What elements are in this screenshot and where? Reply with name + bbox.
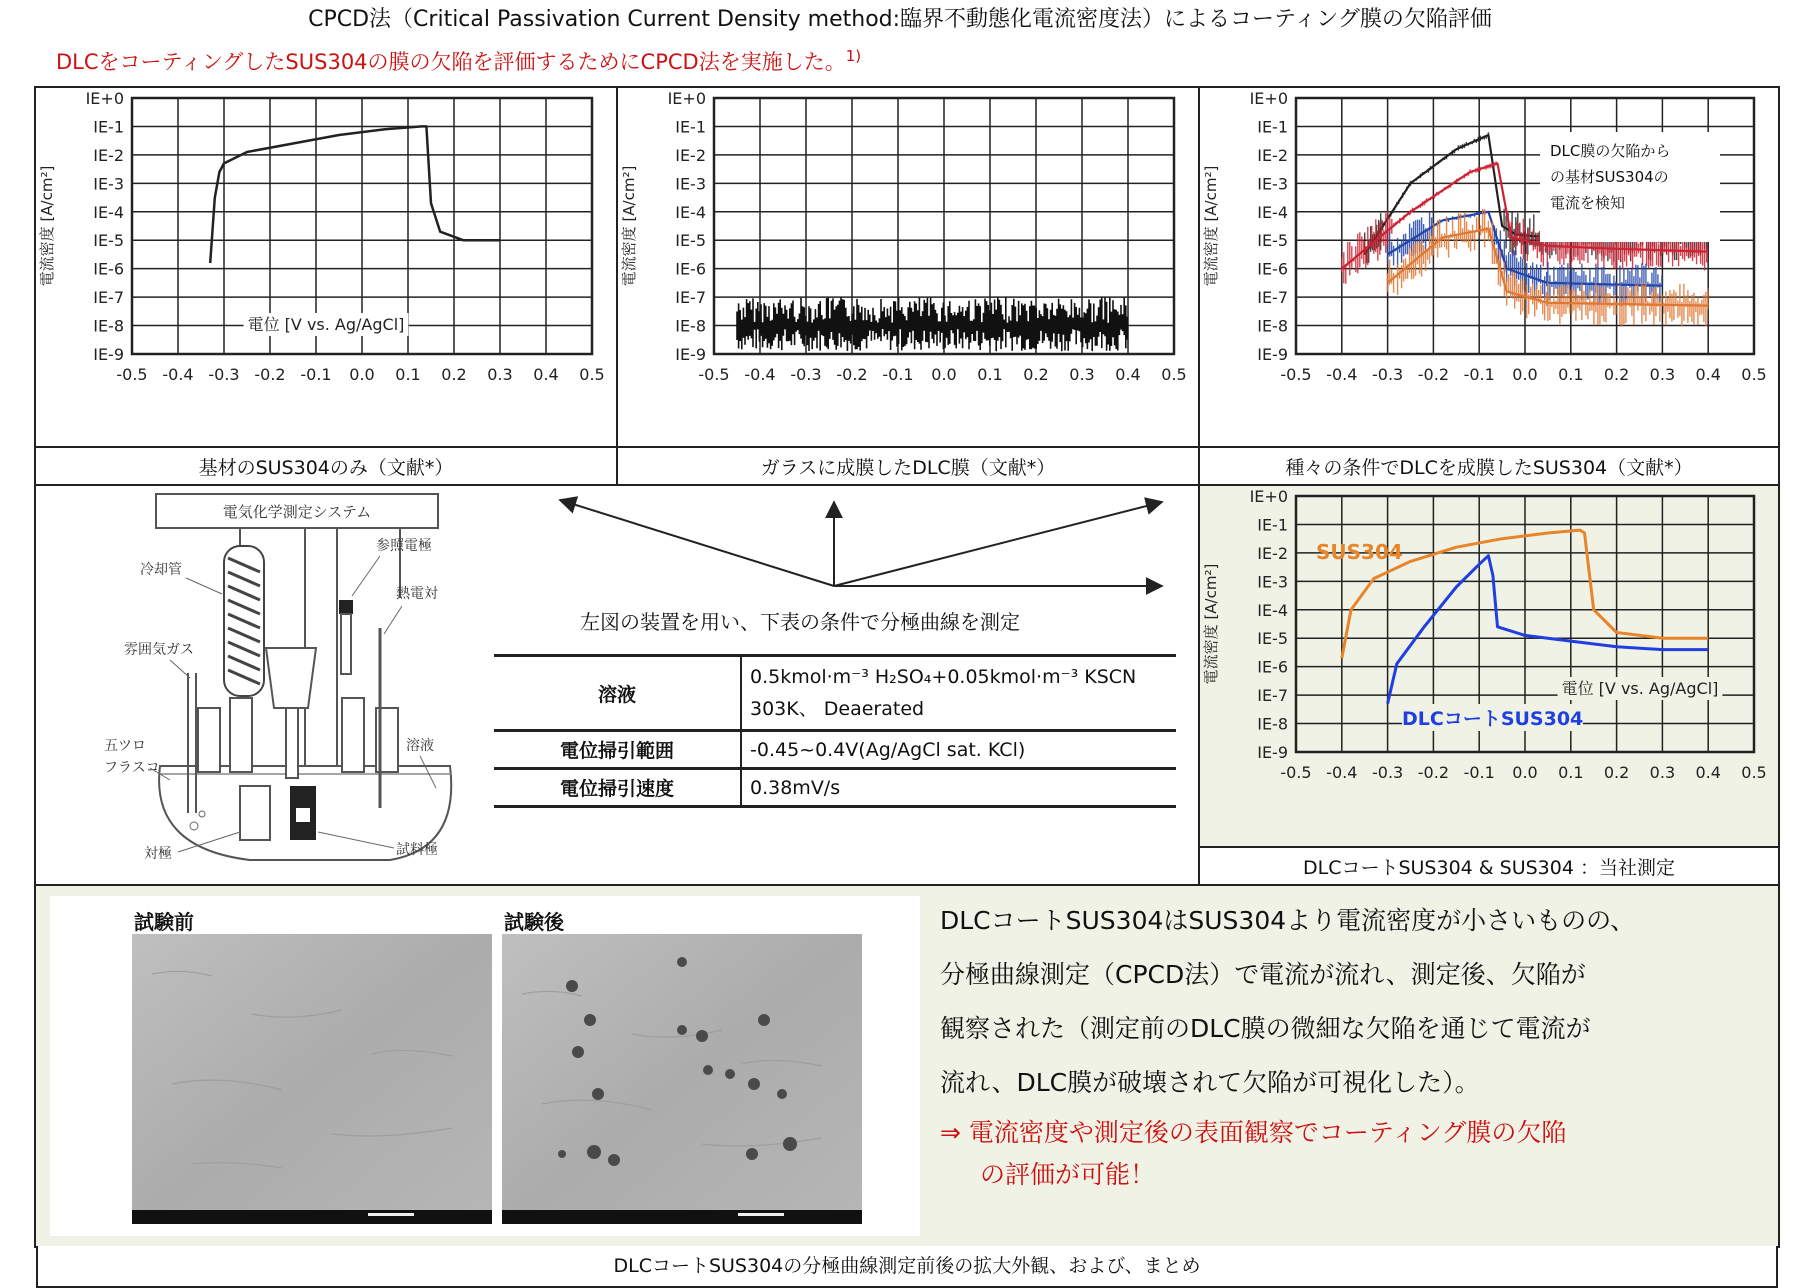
label-solution: 溶液: [406, 738, 434, 754]
label-sample-electrode: 試料極: [396, 842, 438, 858]
x-axis-label: 電位 [V vs. Ag/AgCl]: [1561, 679, 1719, 698]
label-reference-electrode: 参照電極: [376, 538, 432, 554]
x-tick-label: -0.5: [116, 365, 148, 384]
label-atmosphere-gas: 雰囲気ガス: [124, 642, 194, 658]
chart1-caption: 基材のSUS304のみ（文献*）: [36, 446, 616, 488]
y-tick-label: IE-7: [1257, 686, 1288, 706]
x-tick-label: 0.3: [1069, 365, 1095, 384]
y-tick-label: IE-4: [675, 202, 706, 222]
chart3-note-line: の基材SUS304の: [1550, 168, 1669, 186]
chart2-svg: [618, 88, 1198, 446]
summary-line: 流れ、DLC膜が破壊されて欠陥が可視化した）。: [940, 1068, 1480, 1097]
x-tick-label: -0.3: [208, 365, 240, 384]
system-label: 電気化学測定システム: [222, 503, 372, 521]
condition-value: -0.45~0.4V(Ag/AgCl sat. KCl): [750, 738, 1026, 761]
summary-line: DLCコートSUS304はSUS304より電流密度が小さいものの、: [940, 906, 1636, 935]
x-tick-label: 0.5: [1741, 365, 1767, 384]
y-tick-label: IE-9: [93, 345, 124, 364]
chart3-caption: 種々の条件でDLCを成膜したSUS304（文献*）: [1200, 446, 1778, 488]
y-tick-label: IE-9: [1257, 743, 1288, 762]
y-tick-label: IE-4: [93, 202, 124, 222]
chart4-svg: [1200, 486, 1778, 844]
conclusion-line: の評価が可能！: [980, 1160, 1156, 1189]
condition-key: 電位掃引速度: [494, 769, 741, 807]
y-tick-label: IE-8: [1257, 714, 1288, 734]
y-tick-label: IE-7: [93, 288, 124, 308]
y-tick-label: IE-6: [1257, 657, 1288, 677]
y-tick-label: IE-6: [675, 259, 706, 279]
x-tick-label: -0.2: [836, 365, 868, 384]
y-tick-label: IE-2: [93, 145, 124, 165]
condition-value-line: 0.5kmol·m⁻³ H₂SO₄+0.05kmol·m⁻³ KSCN: [750, 666, 1137, 688]
x-tick-label: 0.2: [1603, 763, 1630, 782]
y-axis-label: 電流密度 [A/cm²]: [1202, 165, 1220, 287]
x-tick-label: -0.1: [1463, 365, 1495, 384]
summary-line: 分極曲線測定（CPCD法）で電流が流れ、測定後、欠陥が: [940, 960, 1586, 989]
x-tick-label: -0.1: [882, 365, 914, 384]
y-tick-label: IE-3: [1257, 174, 1288, 194]
y-tick-label: IE-9: [675, 345, 706, 364]
y-tick-label: IE-1: [1257, 117, 1288, 137]
conditions-row: [494, 769, 1176, 807]
x-tick-label: -0.3: [1371, 763, 1404, 782]
x-tick-label: 0.5: [1161, 365, 1187, 384]
chart1-svg: [36, 88, 616, 446]
apparatus-diagram: [90, 488, 490, 878]
x-tick-label: 0.3: [1649, 763, 1676, 782]
series-line: [210, 126, 500, 263]
page-subtitle: [56, 46, 861, 76]
y-tick-label: IE-6: [93, 259, 124, 279]
x-tick-label: -0.5: [698, 365, 730, 384]
x-tick-label: 0.1: [1558, 763, 1584, 782]
y-tick-label: IE-5: [93, 231, 124, 251]
y-axis-label: 電流密度 [A/cm²]: [620, 165, 638, 287]
y-tick-label: IE-1: [1257, 515, 1288, 535]
y-tick-label: IE-4: [1257, 202, 1288, 222]
conditions-table: [494, 654, 1176, 808]
x-tick-label: -0.1: [300, 365, 332, 384]
x-tick-label: 0.2: [1603, 365, 1630, 384]
y-tick-label: IE-1: [675, 117, 706, 137]
condition-value: 0.38mV/s: [750, 776, 841, 799]
x-tick-label: 0.4: [1695, 365, 1721, 384]
x-tick-label: -0.4: [162, 365, 194, 384]
x-tick-label: 0.1: [1558, 365, 1584, 384]
x-tick-label: -0.3: [790, 365, 822, 384]
conditions-row: [494, 656, 1176, 731]
x-tick-label: -0.5: [1280, 763, 1312, 782]
summary-conclusion: [940, 1112, 1760, 1196]
y-tick-label: IE-5: [675, 231, 706, 251]
chart3-note: [1540, 132, 1720, 242]
x-tick-label: -0.4: [744, 365, 776, 384]
x-tick-label: 0.1: [395, 365, 421, 384]
subtitle-ref: 1): [845, 47, 862, 65]
label-condenser: 冷却管: [140, 562, 182, 578]
arrows: [550, 490, 1170, 600]
y-tick-label: IE-2: [1257, 543, 1288, 563]
x-tick-label: -0.1: [1463, 763, 1495, 782]
x-tick-label: 0.1: [977, 365, 1003, 384]
x-tick-label: 0.4: [1115, 365, 1141, 384]
photo-after: [502, 934, 862, 1224]
condition-value-line: 303K、 Deaerated: [750, 698, 925, 720]
y-tick-label: IE-8: [93, 316, 124, 336]
photo-before-label: 試験前: [134, 910, 194, 934]
x-tick-label: 0.0: [1512, 365, 1538, 384]
y-tick-label: IE-3: [675, 174, 706, 194]
y-axis-label: 電流密度 [A/cm²]: [38, 165, 56, 287]
y-tick-label: IE-7: [675, 288, 706, 308]
chart4-caption: DLCコートSUS304 & SUS304 ：当社測定: [1200, 846, 1778, 888]
x-tick-label: -0.2: [1417, 763, 1450, 782]
summary-line: 観察された（測定前のDLC膜の微細な欠陥を通じて電流が: [940, 1014, 1591, 1043]
x-tick-label: -0.3: [1371, 365, 1404, 384]
x-tick-label: 0.3: [487, 365, 513, 384]
conclusion-line: ⇒ 電流密度や測定後の表面観察でコーティング膜の欠陥: [940, 1118, 1567, 1147]
chart3-note-line: DLC膜の欠陥から: [1550, 142, 1671, 160]
x-tick-label: 0.4: [1695, 763, 1721, 782]
conditions-row: [494, 731, 1176, 769]
arrow-to-chart3: [834, 502, 1162, 586]
x-tick-label: 0.0: [1512, 763, 1538, 782]
y-tick-label: IE+0: [85, 89, 124, 108]
page-title: CPCD法（Critical Passivation Current Density method:臨界不動態化電流密度法）によるコーティング膜の欠陥評価: [308, 7, 1492, 32]
chart2-caption: ガラスに成膜したDLC膜（文献*）: [618, 446, 1198, 488]
y-tick-label: IE-5: [1257, 231, 1288, 251]
label-five-neck: 五ツロ: [104, 738, 146, 754]
condition-value: [741, 656, 1176, 731]
y-tick-label: IE-2: [675, 145, 706, 165]
noise-band: [737, 297, 1127, 351]
x-tick-label: 0.3: [1649, 365, 1676, 384]
x-tick-label: 0.2: [1023, 365, 1049, 384]
label-thermocouple: 熱電対: [396, 586, 438, 602]
y-tick-label: IE-7: [1257, 288, 1288, 308]
x-tick-label: -0.4: [1326, 763, 1358, 782]
y-tick-label: IE+0: [1249, 487, 1288, 506]
y-tick-label: IE-1: [93, 117, 124, 137]
chart4-label-sus: SUS304: [1316, 540, 1403, 564]
x-tick-label: 0.4: [533, 365, 559, 384]
label-flask: フラスコ: [104, 760, 160, 776]
photo-after-label: 試験後: [504, 910, 564, 934]
y-tick-label: IE-2: [1257, 145, 1288, 165]
condition-key: 溶液: [494, 656, 741, 731]
x-tick-label: -0.2: [1417, 365, 1450, 384]
y-tick-label: IE-3: [93, 174, 124, 194]
x-tick-label: 0.0: [931, 365, 957, 384]
y-tick-label: IE-6: [1257, 259, 1288, 279]
chart4-label-dlc: DLCコートSUS304: [1402, 704, 1583, 731]
x-tick-label: 0.5: [579, 365, 605, 384]
summary-caption: DLCコートSUS304の分極曲線測定前後の拡大外観、および、まとめ: [36, 1246, 1778, 1288]
condition-key: 電位掃引範囲: [494, 731, 741, 769]
y-tick-label: IE+0: [1249, 89, 1288, 108]
conditions-heading: 左図の装置を用い、下表の条件で分極曲線を測定: [580, 610, 1020, 634]
label-counter-electrode: 対極: [144, 846, 172, 862]
x-tick-label: -0.4: [1326, 365, 1358, 384]
x-tick-label: 0.2: [441, 365, 467, 384]
x-tick-label: 0.5: [1741, 763, 1767, 782]
y-tick-label: IE-8: [1257, 316, 1288, 336]
x-axis-label: 電位 [V vs. Ag/AgCl]: [247, 315, 405, 334]
y-tick-label: IE-4: [1257, 600, 1288, 620]
y-tick-label: IE-8: [675, 316, 706, 336]
subtitle-text: DLCをコーティングしたSUS304の膜の欠陥を評価するためにCPCD法を実施した。: [56, 50, 846, 74]
y-tick-label: IE-5: [1257, 629, 1288, 649]
x-tick-label: -0.2: [254, 365, 286, 384]
chart3-note-line: 電流を検知: [1550, 194, 1626, 212]
noise-band-path: [737, 297, 1127, 351]
y-tick-label: IE-3: [1257, 572, 1288, 592]
arrow-to-chart1: [560, 500, 834, 586]
y-tick-label: IE-9: [1257, 345, 1288, 364]
photo-before: [132, 934, 492, 1224]
summary-text: [940, 894, 1760, 1110]
y-axis-label: 電流密度 [A/cm²]: [1202, 563, 1220, 685]
x-tick-label: 0.0: [349, 365, 375, 384]
y-tick-label: IE+0: [667, 89, 706, 108]
x-tick-label: -0.5: [1280, 365, 1312, 384]
